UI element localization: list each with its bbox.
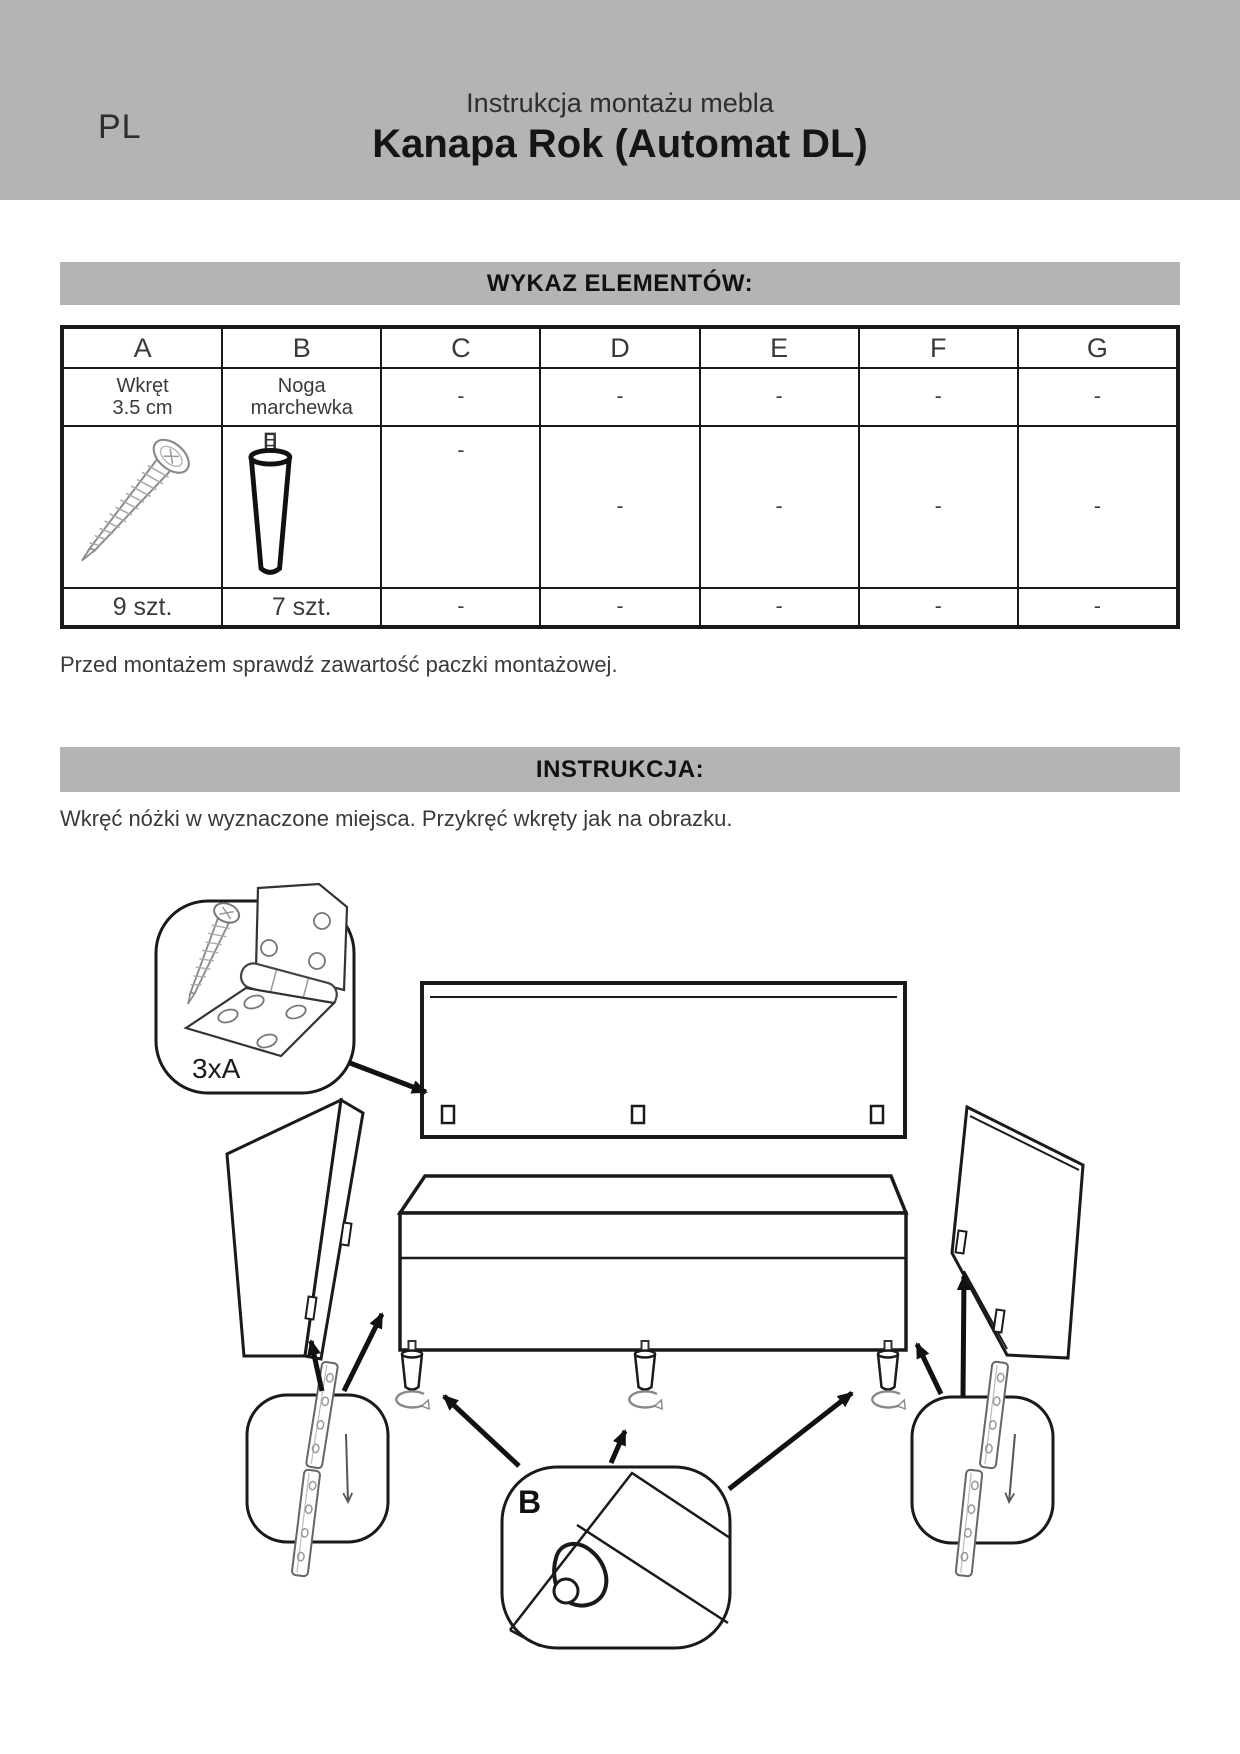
part-name-d: - xyxy=(540,368,699,426)
column-header-d: D xyxy=(540,328,699,368)
part-count-g: - xyxy=(1018,588,1177,626)
sofa-base-box xyxy=(400,1176,906,1350)
assembly-diagram xyxy=(0,860,1240,1680)
callout-b-label: B xyxy=(518,1484,542,1520)
instructions-heading: INSTRUKCJA: xyxy=(60,747,1180,792)
parts-table xyxy=(60,325,1180,629)
callout-right-slats xyxy=(912,1361,1053,1576)
callout-a-label: 3xA xyxy=(192,1053,241,1084)
arrow-a-to-panel xyxy=(350,1063,426,1092)
column-header-b: B xyxy=(222,328,381,368)
screw-hole xyxy=(554,1579,578,1603)
part-image-a xyxy=(63,426,222,588)
instruction-step-text: Wkręć nóżki w wyznaczone miejsca. Przykręć wkręty jak na obrazku. xyxy=(60,806,733,831)
sofa-back-panel xyxy=(422,983,905,1137)
bracket-marker xyxy=(871,1106,883,1123)
column-header-f: F xyxy=(859,328,1018,368)
part-name-g: - xyxy=(1018,368,1177,426)
screw-icon xyxy=(65,428,221,586)
bracket-marker xyxy=(442,1106,454,1123)
page-title: Kanapa Rok (Automat DL) xyxy=(372,122,868,166)
column-header-g: G xyxy=(1018,328,1177,368)
part-image-g: - xyxy=(1018,426,1177,588)
language-code: PL xyxy=(98,108,142,146)
part-count-c: - xyxy=(381,588,540,626)
part-count-b: 7 szt. xyxy=(222,588,381,626)
part-image-e: - xyxy=(700,426,859,588)
rotation-arrow-icon xyxy=(396,1391,428,1407)
arrow-b-to-leg-1 xyxy=(444,1396,519,1466)
part-name-e: - xyxy=(700,368,859,426)
column-header-a: A xyxy=(63,328,222,368)
bracket-marker xyxy=(632,1106,644,1123)
column-header-c: C xyxy=(381,328,540,368)
part-count-d: - xyxy=(540,588,699,626)
callout-leg-b xyxy=(502,1467,730,1648)
right-armrest xyxy=(952,1107,1083,1358)
callout-hardware-a xyxy=(156,884,354,1093)
part-name-a: Wkręt 3.5 cm xyxy=(63,368,222,426)
parts-list-heading: WYKAZ ELEMENTÓW: xyxy=(60,262,1180,305)
part-image-d: - xyxy=(540,426,699,588)
arrow-b-to-leg-3 xyxy=(729,1393,852,1489)
part-name-f: - xyxy=(859,368,1018,426)
callout-left-slats xyxy=(247,1361,388,1576)
arrow-slat-to-right-armrest xyxy=(963,1276,964,1396)
part-name-b: Noga marchewka xyxy=(222,368,381,426)
rotation-arrow-icon xyxy=(629,1391,661,1407)
part-name-c: - xyxy=(381,368,540,426)
part-image-f: - xyxy=(859,426,1018,588)
package-check-note: Przed montażem sprawdź zawartość paczki montażowej. xyxy=(60,652,618,677)
document-subtitle: Instrukcja montażu mebla xyxy=(466,88,774,118)
rotation-arrow-icon xyxy=(872,1391,904,1407)
part-count-f: - xyxy=(859,588,1018,626)
sofa-leg-icon xyxy=(224,428,380,586)
left-armrest xyxy=(227,1100,363,1359)
part-count-a: 9 szt. xyxy=(63,588,222,626)
part-count-e: - xyxy=(700,588,859,626)
document-header xyxy=(0,0,1240,200)
column-header-e: E xyxy=(700,328,859,368)
arrow-b-to-leg-2 xyxy=(611,1431,625,1463)
part-image-b xyxy=(222,426,381,588)
arrow-slat-to-base-right xyxy=(917,1344,941,1394)
part-image-c: - xyxy=(381,426,540,588)
arrow-slat-to-base-left xyxy=(344,1314,382,1391)
